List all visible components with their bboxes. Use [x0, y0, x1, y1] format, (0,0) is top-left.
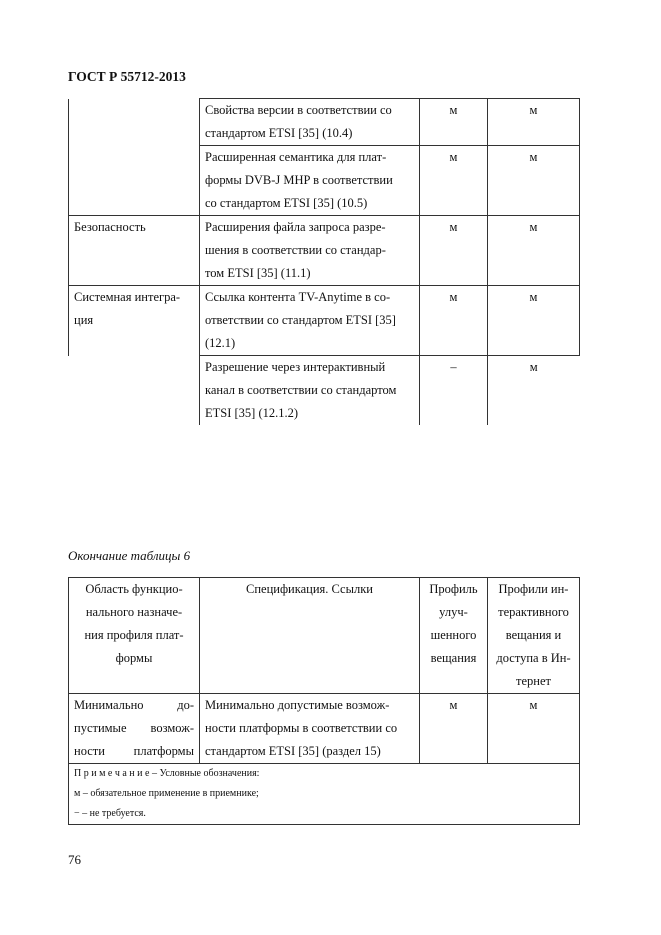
cell-line: вещания: [430, 651, 477, 665]
note-row: [69, 764, 580, 825]
cell-line: вещания и: [505, 628, 562, 642]
table-note: [69, 764, 580, 825]
cell-line: формы DVB-J MHP в соответствии: [205, 173, 393, 187]
profile-interactive-cell: м: [488, 99, 580, 146]
profile-interactive-cell: м: [488, 146, 580, 216]
table-row: [69, 694, 580, 764]
profile-enhanced-cell: м: [420, 216, 488, 286]
area-cell: [69, 694, 200, 764]
cell-line: ности платформы в соответствии со: [205, 721, 398, 735]
table-header-row: [69, 578, 580, 694]
area-cell: [69, 286, 200, 356]
cell-line: Разрешение через интерактивный: [205, 360, 386, 374]
table-row: [69, 146, 580, 216]
cell-line: терактивного: [498, 605, 569, 619]
cell-line: Ссылка контента TV-Anytime в со-: [205, 290, 391, 304]
cell-line: Область функцио-: [85, 582, 183, 596]
cell-line: шенного: [430, 628, 477, 642]
table-caption: Окончание таблицы 6: [68, 548, 191, 563]
profile-interactive-cell: м: [488, 216, 580, 286]
profile-enhanced-cell: м: [420, 286, 488, 356]
cell-line: Профиль: [429, 582, 478, 596]
cell-line: Системная интегра-: [74, 290, 181, 304]
note-line: м – обязательное применение в приемнике;: [74, 788, 259, 799]
page-number: 76: [68, 852, 81, 867]
cell-line: Свойства версии в соответствии со: [205, 103, 392, 117]
cell-line: стандартом ETSI [35] (раздел 15): [205, 744, 381, 758]
spec-cell: [200, 356, 420, 426]
table-end: [68, 577, 580, 825]
header-spec: [200, 578, 420, 694]
profile-enhanced-cell: м: [420, 99, 488, 146]
cell-line: Минимально до-: [74, 698, 194, 712]
note-title: П р и м е ч а н и е – Условные обозначения:: [74, 768, 260, 779]
profile-enhanced-cell: –: [420, 356, 488, 426]
cell-line: ответствии со стандартом ETSI [35]: [205, 313, 396, 327]
note-line: − – не требуется.: [74, 808, 146, 819]
document-code: ГОСТ Р 55712-2013: [68, 69, 186, 84]
profile-interactive-cell: м: [488, 286, 580, 356]
area-cell: [69, 146, 200, 216]
cell-line: формы: [115, 651, 153, 665]
table-row: [69, 356, 580, 426]
cell-line: со стандартом ETSI [35] (10.5): [205, 196, 368, 210]
area-cell: [69, 216, 200, 286]
spec-cell: [200, 146, 420, 216]
profile-enhanced-cell: м: [420, 146, 488, 216]
spec-cell: [200, 216, 420, 286]
profile-interactive-cell: м: [488, 356, 580, 426]
spec-cell: [200, 694, 420, 764]
spec-cell: [200, 99, 420, 146]
spec-cell: [200, 286, 420, 356]
area-cell: [69, 99, 200, 146]
cell-line: Минимально допустимые возмож-: [205, 698, 390, 712]
cell-line: ция: [74, 313, 94, 327]
profile-enhanced-cell: м: [420, 694, 488, 764]
cell-line: Профили ин-: [498, 582, 569, 596]
cell-line: Безопасность: [74, 220, 146, 234]
table-row: [69, 216, 580, 286]
table-continuation: [68, 98, 580, 425]
area-cell: [69, 356, 200, 426]
table-row: [69, 99, 580, 146]
header-area: [69, 578, 200, 694]
cell-line: стандартом ETSI [35] (10.4): [205, 126, 353, 140]
cell-line: том ETSI [35] (11.1): [205, 266, 311, 280]
cell-line: (12.1): [205, 336, 236, 350]
cell-line: тернет: [516, 674, 551, 688]
profile-interactive-cell: м: [488, 694, 580, 764]
header-profile-interactive: [488, 578, 580, 694]
cell-line: ности платформы: [74, 744, 194, 758]
cell-line: улуч-: [439, 605, 468, 619]
cell-line: шения в соответствии со стандар-: [205, 243, 386, 257]
cell-line: пустимые возмож-: [74, 721, 194, 735]
cell-line: нального назначе-: [85, 605, 183, 619]
header-profile-enhanced: [420, 578, 488, 694]
cell-line: Расширения файла запроса разре-: [205, 220, 386, 234]
cell-line: ния профиля плат-: [84, 628, 184, 642]
cell-line: доступа в Ин-: [496, 651, 571, 665]
table-row: [69, 286, 580, 356]
cell-line: Расширенная семантика для плат-: [205, 150, 387, 164]
cell-line: Спецификация. Ссылки: [246, 582, 373, 596]
cell-line: канал в соответствии со стандартом: [205, 383, 397, 397]
cell-line: ETSI [35] (12.1.2): [205, 406, 299, 420]
